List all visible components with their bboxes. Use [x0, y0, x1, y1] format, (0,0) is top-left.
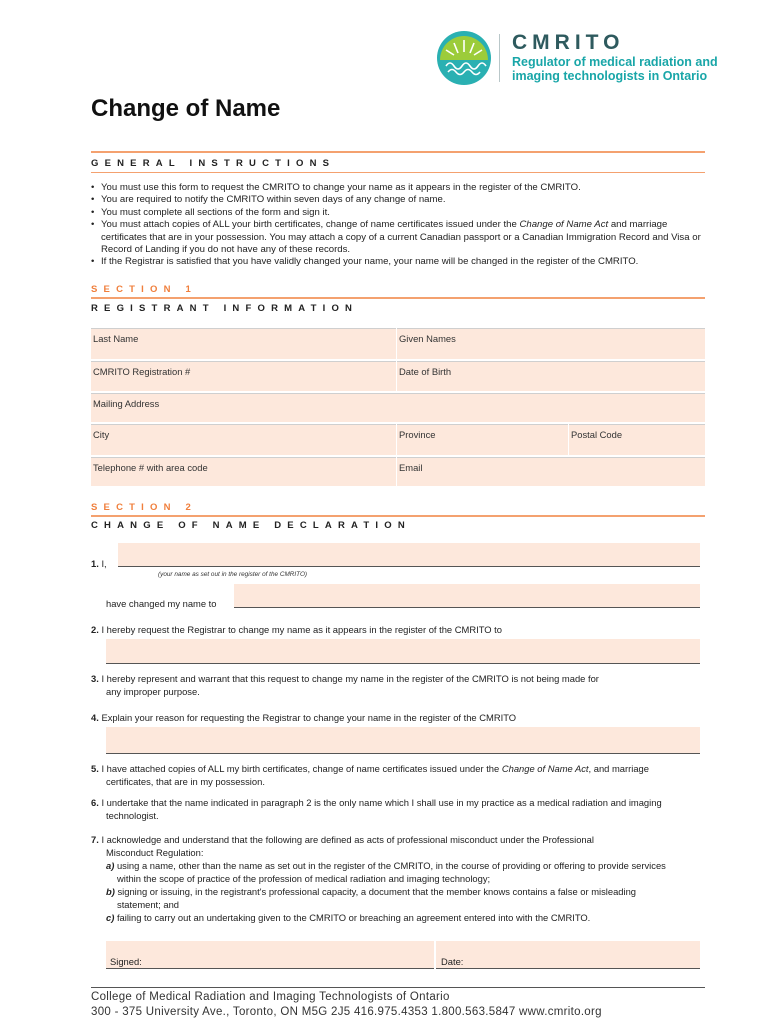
city-field[interactable]: City — [91, 424, 396, 455]
date-input[interactable] — [436, 941, 700, 969]
instruction-item: • You must attach copies of ALL your birth certificates, change of name certificates issued under the Change of Name Act and marriage certificates that are in your possession. You may attach a copy of a current Canadian passport or a Canadian Immigration Record and Visa or Record of Landing if you do not have any of these records. — [91, 219, 705, 256]
paragraph-3: 3. I hereby represent and warrant that this request to change my name in the register of the CMRITO is not being made for any improper purpose. — [91, 673, 599, 697]
footer-rule — [91, 987, 705, 988]
requested-name-input[interactable] — [106, 639, 700, 664]
email-field[interactable]: Email — [397, 457, 705, 486]
new-name-input[interactable] — [234, 584, 700, 608]
title-rule — [91, 151, 705, 153]
signed-label: Signed: — [110, 956, 142, 967]
footer-org: College of Medical Radiation and Imaging Technologists of Ontario — [91, 991, 450, 1003]
current-name-input[interactable] — [118, 543, 700, 567]
last-name-field[interactable]: Last Name — [91, 328, 396, 359]
logo-name: CMRITO — [512, 31, 625, 54]
logo-divider — [499, 34, 500, 82]
section-1-rule — [91, 297, 705, 299]
current-name-hint: (your name as set out in the register of the CMRITO) — [158, 571, 308, 578]
instruction-item: • You are required to notify the CMRITO within seven days of any change of name. — [91, 194, 705, 206]
given-names-field[interactable]: Given Names — [397, 328, 705, 359]
page-title: Change of Name — [91, 95, 281, 122]
change-of-name-heading: CHANGE OF NAME DECLARATION — [91, 520, 411, 531]
footer-address: 300 - 375 University Ave., Toronto, ON M5G 2J5 416.975.4353 1.800.563.5847 www.cmrito.org — [91, 1006, 602, 1018]
signature-input[interactable] — [106, 941, 434, 969]
instructions-list — [91, 182, 705, 269]
cmrito-logo-mark — [436, 30, 492, 86]
postal-code-field[interactable]: Postal Code — [569, 424, 705, 455]
paragraph-1: 1. I, — [91, 558, 107, 569]
paragraph-6: 6. I undertake that the name indicated in paragraph 2 is the only name which I shall use in my practice as a medical radiation and imaging technologist. — [91, 797, 662, 821]
instructions-rule — [91, 172, 705, 173]
section-2-rule — [91, 515, 705, 517]
reason-input[interactable] — [106, 727, 700, 754]
telephone-field[interactable]: Telephone # with area code — [91, 457, 396, 486]
section-2-label: SECTION 2 — [91, 502, 197, 513]
paragraph-2: 2. I hereby request the Registrar to change my name as it appears in the register of the CMRITO to — [91, 624, 502, 635]
paragraph-4: 4. Explain your reason for requesting the Registrar to change your name in the register of the CMRITO — [91, 712, 517, 723]
province-field[interactable]: Province — [397, 424, 568, 455]
instruction-item: • You must complete all sections of the form and sign it. — [91, 207, 705, 219]
registrant-information-heading: REGISTRANT INFORMATION — [91, 303, 359, 314]
mailing-address-field[interactable]: Mailing Address — [91, 393, 705, 422]
date-label: Date: — [441, 956, 464, 967]
changed-name-label: have changed my name to — [106, 598, 217, 609]
general-instructions-heading: GENERAL INSTRUCTIONS — [91, 158, 336, 169]
paragraph-7: 7. I acknowledge and understand that the following are defined as acts of professional misconduct under the Professional Misconduct Regulation: a) using a name, other than the name as set out in the register of the CMRITO, in the course of providing or offering to provide services within the scope of practice of the profession of medical radiation and imaging technology; b) signing or issuing, in the registrant's professional capacity, a document that the member knows contains a false or misleading statement; and c) failing to carry out an undertaking given to the CMRITO or breaching an agreement entered into with the CMRITO. — [91, 834, 666, 923]
logo-tagline-line-2: imaging technologists in Ontario — [512, 69, 708, 83]
logo-tagline — [512, 55, 718, 83]
date-of-birth-field[interactable]: Date of Birth — [397, 361, 705, 391]
instruction-item: • If the Registrar is satisfied that you have validly changed your name, your name will be changed in the register of the CMRITO. — [91, 256, 705, 268]
registration-number-field[interactable]: CMRITO Registration # — [91, 361, 396, 391]
paragraph-5: 5. I have attached copies of ALL my birth certificates, change of name certificates issued under the Change of Name Act, and marriage certificates, that are in my possession. — [91, 763, 649, 787]
section-1-label: SECTION 1 — [91, 284, 197, 295]
logo-tagline-line-1: Regulator of medical radiation and — [512, 55, 718, 69]
instruction-item: • You must use this form to request the CMRITO to change your name as it appears in the register of the CMRITO. — [91, 182, 705, 194]
